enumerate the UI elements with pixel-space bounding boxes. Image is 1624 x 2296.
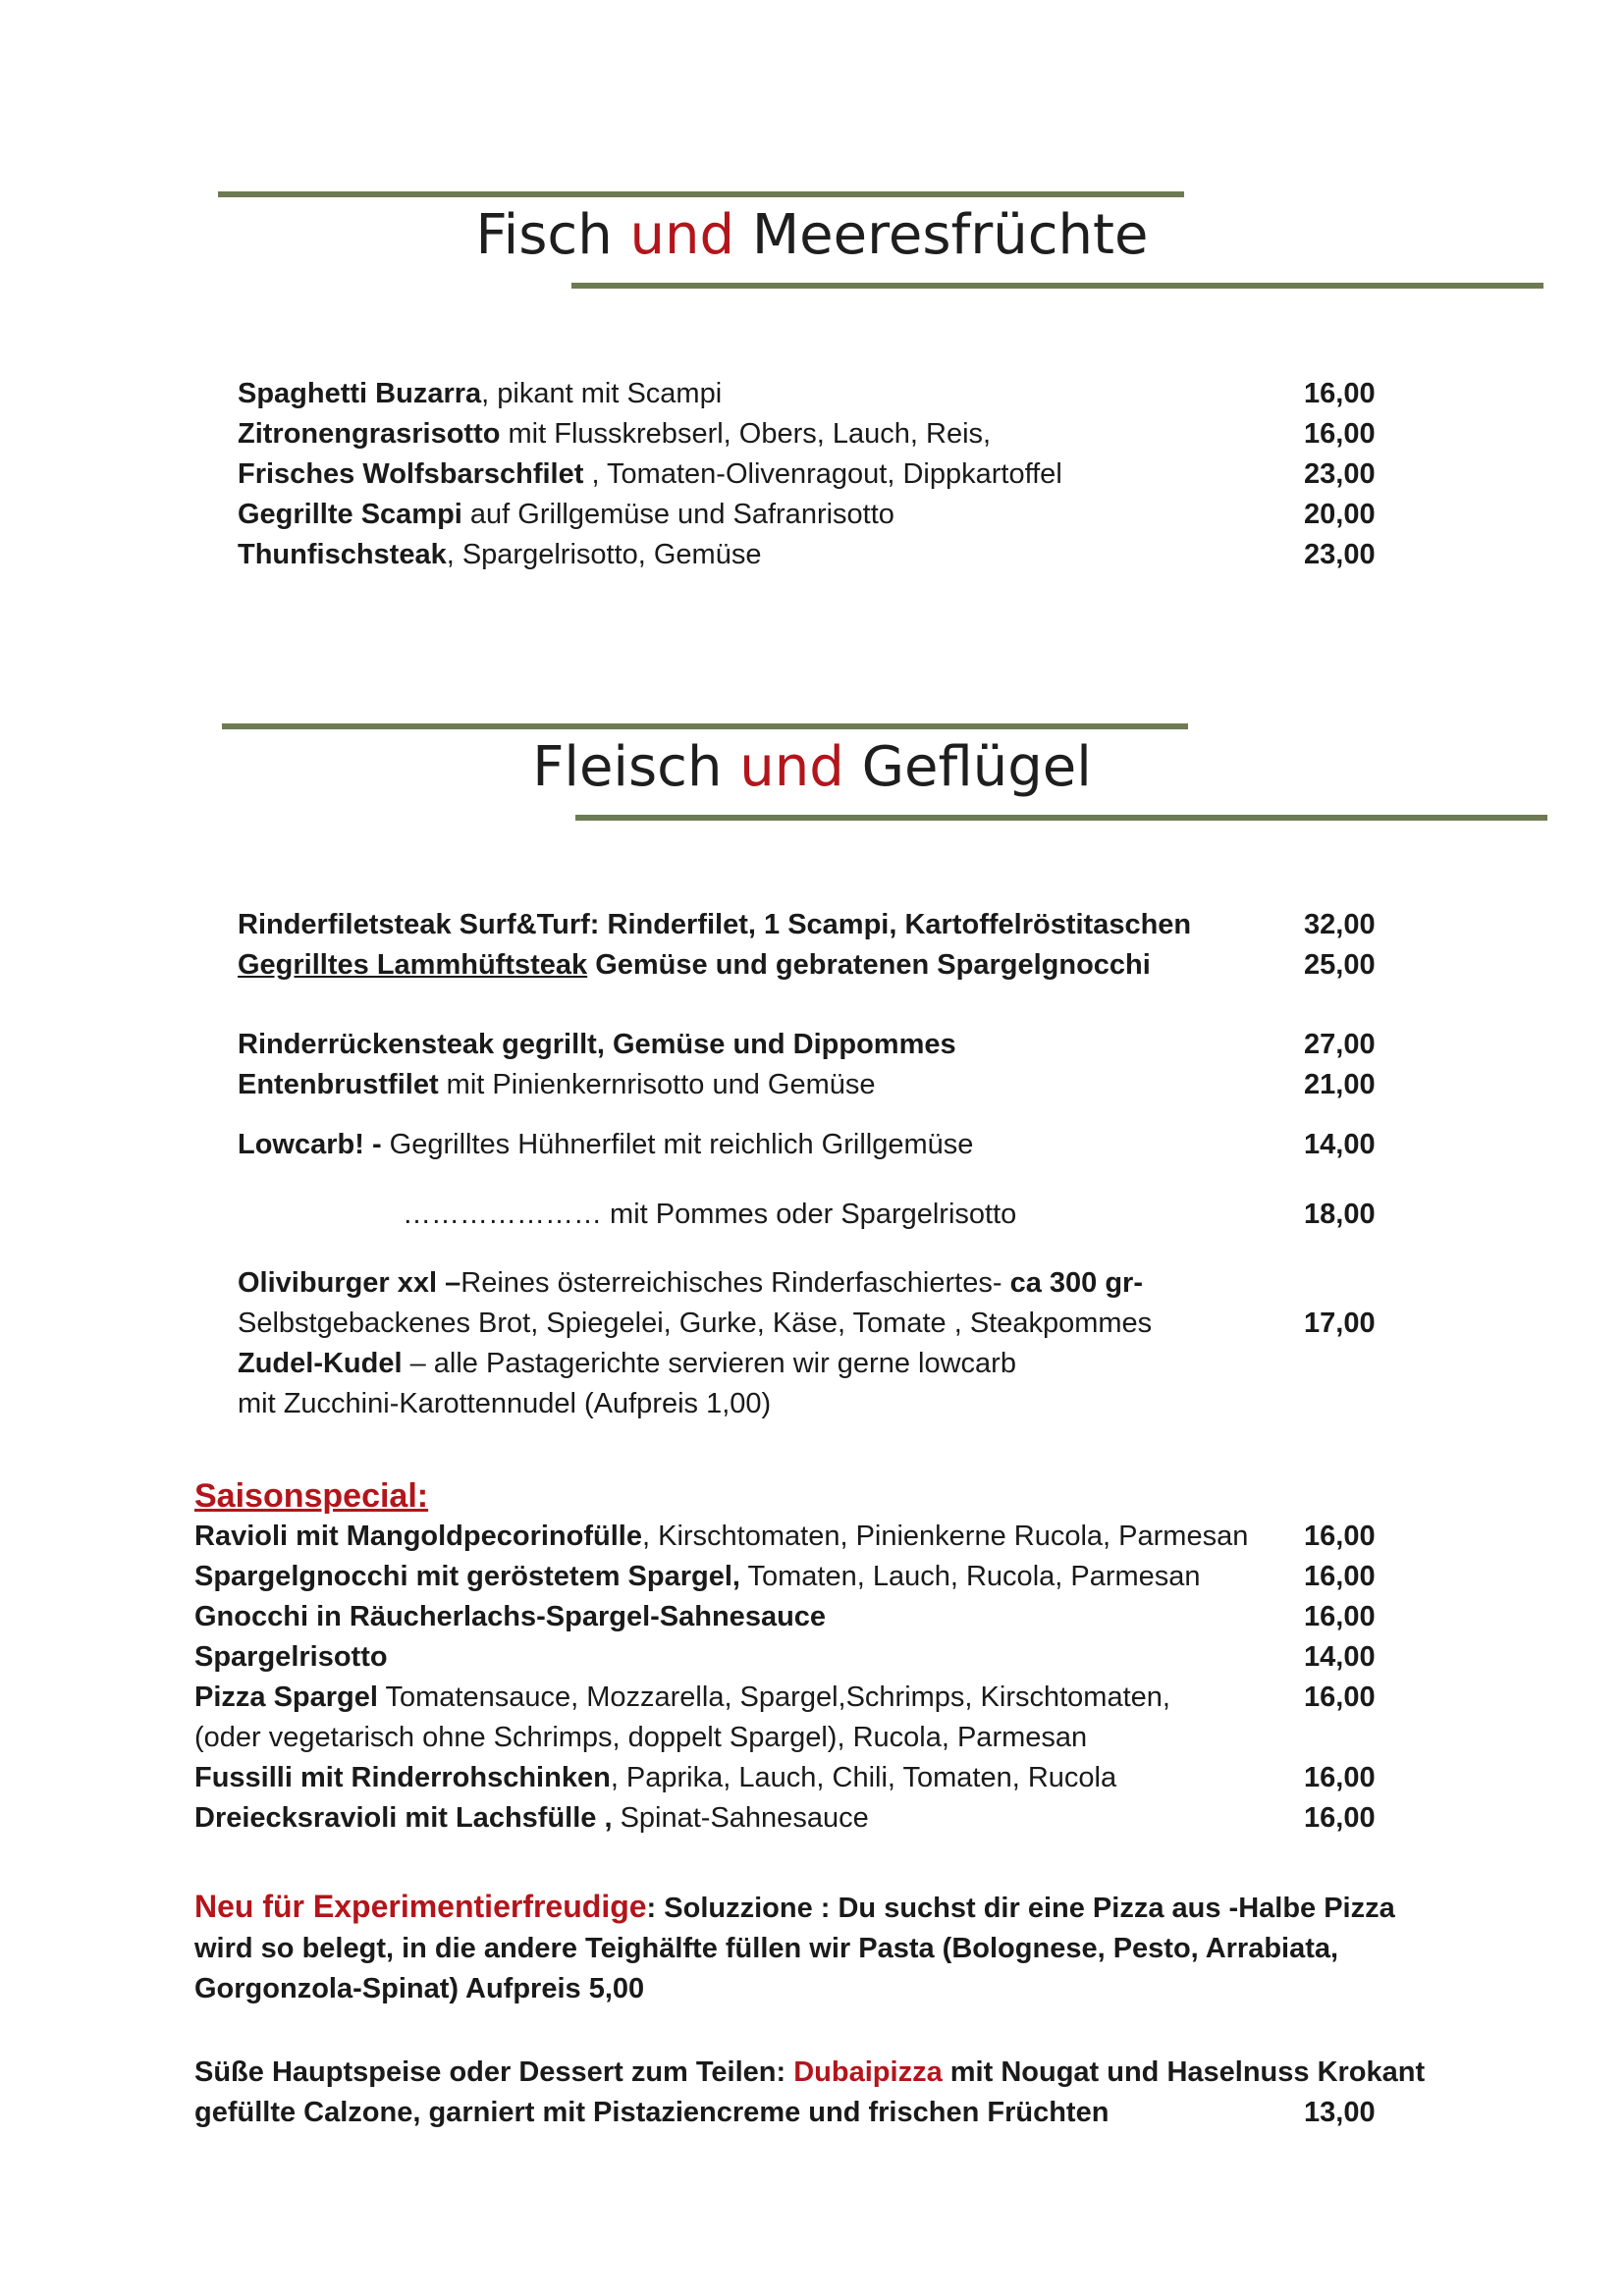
menu-item-fish-1: Spaghetti Buzarra, pikant mit Scampi [238, 378, 723, 409]
price-dessert: 13,00 [1304, 2097, 1376, 2128]
price-fish-1: 16,00 [1304, 378, 1376, 409]
section-title-meat: Fleisch und Geflügel [532, 735, 1092, 799]
saison-item-2: Spargelgnocchi mit geröstetem Spargel, Tomaten, Lauch, Rucola, Parmesan [194, 1561, 1201, 1592]
saison-item-4: Spargelrisotto [194, 1641, 388, 1673]
section-title-fish: Fisch und Meeresfrüchte [475, 203, 1149, 267]
menu-item-meat-6: ………………… mit Pommes oder Spargelrisotto [403, 1199, 1017, 1230]
price-fish-2: 16,00 [1304, 418, 1376, 450]
price-saison-1: 16,00 [1304, 1521, 1376, 1552]
dessert-line-1: Süße Hauptspeise oder Dessert zum Teilen: Dubaipizza mit Nougat und Haselnuss Krokant [194, 2056, 1426, 2088]
menu-item-meat-1: Rinderfiletsteak Surf&Turf: Rinderfilet, 1 Scampi, Kartoffelröstitaschen [238, 909, 1192, 940]
price-saison-4: 14,00 [1304, 1641, 1376, 1673]
menu-item-fish-2: Zitronengrasrisotto mit Flusskrebserl, Obers, Lauch, Reis, [238, 418, 992, 450]
price-saison-2: 16,00 [1304, 1561, 1376, 1592]
saison-heading: Saisonspecial: [194, 1477, 429, 1515]
menu-item-fish-4: Gegrillte Scampi auf Grillgemüse und Safranrisotto [238, 499, 894, 530]
price-meat-4: 21,00 [1304, 1069, 1376, 1100]
menu-item-meat-9: Zudel-Kudel – alle Pastagerichte servieren wir gerne lowcarb [238, 1348, 1016, 1379]
experiment-paragraph: Neu für Experimentierfreudige: Soluzzione : Du suchst dir eine Pizza aus -Halbe Pizza wird so belegt, in die andere Teighälfte füllen wir Pasta (Bolognese, Pesto, Arrabiata, Gorgonzola-Spinat) Aufpreis 5,00 [194, 1889, 1395, 2004]
saison-item-3: Gnocchi in Räucherlachs-Spargel-Sahnesauce [194, 1601, 827, 1632]
saison-item-1: Ravioli mit Mangoldpecorinofülle, Kirschtomaten, Pinienkerne Rucola, Parmesan [194, 1521, 1249, 1552]
menu-item-meat-5: Lowcarb! - Gegrilltes Hühnerfilet mit reichlich Grillgemüse [238, 1129, 974, 1160]
menu-item-fish-3: Frisches Wolfsbarschfilet , Tomaten-Olivenragout, Dippkartoffel [238, 458, 1062, 490]
rule-bottom-fish [571, 283, 1543, 289]
price-saison-5: 16,00 [1304, 1682, 1376, 1713]
saison-item-7: Dreiecksravioli mit Lachsfülle , Spinat-Sahnesauce [194, 1802, 869, 1834]
price-fish-5: 23,00 [1304, 539, 1376, 570]
price-meat-5: 14,00 [1304, 1129, 1376, 1160]
price-meat-3: 27,00 [1304, 1029, 1376, 1060]
price-saison-7: 16,00 [1304, 1802, 1376, 1834]
menu-item-meat-2: Gegrilltes Lammhüftsteak Gemüse und gebratenen Spargelgnocchi [238, 949, 1151, 981]
menu-item-meat-7: Oliviburger xxl –Reines österreichisches Rinderfaschiertes- ca 300 gr- [238, 1267, 1143, 1299]
saison-item-5-cont: (oder vegetarisch ohne Schrimps, doppelt Spargel), Rucola, Parmesan [194, 1722, 1088, 1753]
rule-top-meat [222, 723, 1188, 729]
saison-item-5: Pizza Spargel Tomatensauce, Mozzarella, Spargel,Schrimps, Kirschtomaten, [194, 1682, 1170, 1713]
menu-item-meat-4: Entenbrustfilet mit Pinienkernrisotto und Gemüse [238, 1069, 876, 1100]
menu-item-meat-3: Rinderrückensteak gegrillt, Gemüse und Dippommes [238, 1029, 956, 1060]
price-saison-6: 16,00 [1304, 1762, 1376, 1793]
price-fish-3: 23,00 [1304, 458, 1376, 490]
menu-item-meat-8: Selbstgebackenes Brot, Spiegelei, Gurke, Käse, Tomate , Steakpommes [238, 1308, 1153, 1339]
price-meat-1: 32,00 [1304, 909, 1376, 940]
menu-item-meat-10: mit Zucchini-Karottennudel (Aufpreis 1,00) [238, 1388, 772, 1419]
rule-top-fish [218, 191, 1184, 197]
dessert-line-2: gefüllte Calzone, garniert mit Pistaziencreme und frischen Früchten [194, 2097, 1110, 2128]
price-meat-2: 25,00 [1304, 949, 1376, 981]
menu-item-fish-5: Thunfischsteak, Spargelrisotto, Gemüse [238, 539, 762, 570]
price-meat-6: 18,00 [1304, 1199, 1376, 1230]
price-fish-4: 20,00 [1304, 499, 1376, 530]
saison-item-6: Fussilli mit Rinderrohschinken, Paprika, Lauch, Chili, Tomaten, Rucola [194, 1762, 1117, 1793]
price-meat-8: 17,00 [1304, 1308, 1376, 1339]
rule-bottom-meat [575, 815, 1547, 821]
price-saison-3: 16,00 [1304, 1601, 1376, 1632]
